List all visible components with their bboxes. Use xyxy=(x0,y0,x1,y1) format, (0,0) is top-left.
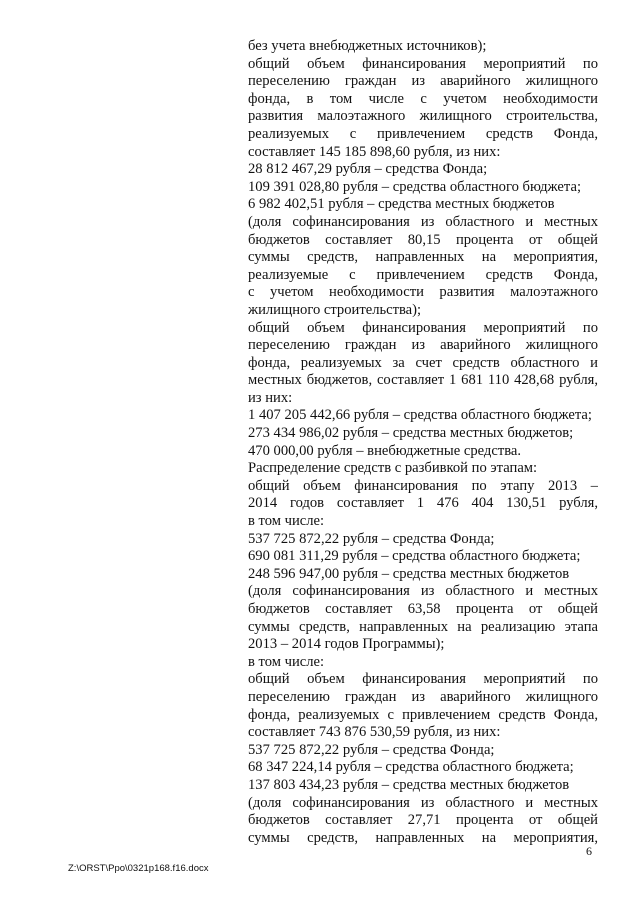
text-line: 248 596 947,00 рубля – средства местных бюджетов xyxy=(248,565,570,582)
text-line: 137 803 434,23 рубля – средства местных бюджетов xyxy=(248,776,570,793)
text-line: 109 391 028,80 рубля – средства областного бюджета; xyxy=(248,178,581,195)
text-line: 1 407 205 442,66 рубля – средства областного бюджета; xyxy=(248,407,592,424)
text-line: 28 812 467,29 рубля – средства Фонда; xyxy=(248,161,488,178)
text-line: фонда, в том числе с учетом необходимости xyxy=(248,90,598,107)
text-line: фонда, реализуемых с привлечением средств Фонда, xyxy=(248,706,598,723)
text-line: общий объем финансирования мероприятий по xyxy=(248,319,598,336)
text-line: реализуемые с привлечением средств Фонда, xyxy=(248,266,598,283)
text-line: 690 081 311,29 рубля – средства областного бюджета; xyxy=(248,548,581,565)
text-line: в том числе: xyxy=(248,653,325,670)
text-line: Распределение средств с разбивкой по этапам: xyxy=(248,460,538,477)
footer-file-path: Z:\ORST\Ppo\0321p168.f16.docx xyxy=(68,863,209,874)
text-line: составляет 145 185 898,60 рубля, из них: xyxy=(248,143,501,160)
text-line: общий объем финансирования мероприятий по xyxy=(248,55,598,72)
text-line: с учетом необходимости развития малоэтажного xyxy=(248,284,598,301)
text-line: местных бюджетов, составляет 1 681 110 428,68 рубля, xyxy=(248,372,598,389)
text-line: развития малоэтажного жилищного строительства, xyxy=(248,108,598,125)
text-line: (доля софинансирования из областного и местных xyxy=(248,583,598,600)
text-line: 273 434 986,02 рубля – средства местных бюджетов; xyxy=(248,425,574,442)
text-line: из них: xyxy=(248,389,293,406)
text-line: общий объем финансирования мероприятий по xyxy=(248,671,598,688)
text-line: 2014 годов составляет 1 476 404 130,51 рубля, xyxy=(248,495,598,512)
text-line: 6 982 402,51 рубля – средства местных бюджетов xyxy=(248,196,555,213)
text-line: (доля софинансирования из областного и местных xyxy=(248,213,598,230)
text-line: переселению граждан из аварийного жилищного xyxy=(248,337,598,354)
text-line: общий объем финансирования по этапу 2013 – xyxy=(248,477,598,494)
text-line: суммы средств, направленных на мероприятия, xyxy=(248,829,598,846)
page-number: 6 xyxy=(586,844,592,858)
text-line: переселению граждан из аварийного жилищного xyxy=(248,73,598,90)
document-body xyxy=(248,38,598,847)
text-line: без учета внебюджетных источников); xyxy=(248,38,487,54)
text-line: в том числе: xyxy=(248,513,325,530)
text-line: жилищного строительства); xyxy=(248,301,422,318)
text-line: бюджетов составляет 27,71 процента от общей xyxy=(248,812,598,829)
text-line: фонда, реализуемых за счет средств областного и xyxy=(248,354,598,371)
text-line: суммы средств, направленных на мероприятия, xyxy=(248,249,598,266)
text-line: реализуемых с привлечением средств Фонда, xyxy=(248,125,598,142)
text-line: 2013 – 2014 годов Программы); xyxy=(248,636,445,653)
text-line: суммы средств, направленных на реализацию этапа xyxy=(248,618,598,635)
text-line: 537 725 872,22 рубля – средства Фонда; xyxy=(248,530,495,547)
text-line: 68 347 224,14 рубля – средства областного бюджета; xyxy=(248,759,574,776)
text-line: (доля софинансирования из областного и местных xyxy=(248,794,598,811)
text-line: 537 725 872,22 рубля – средства Фонда; xyxy=(248,741,495,758)
text-line: переселению граждан из аварийного жилищного xyxy=(248,688,598,705)
text-line: бюджетов составляет 80,15 процента от общей xyxy=(248,231,598,248)
text-line: составляет 743 876 530,59 рубля, из них: xyxy=(248,724,501,741)
text-line: бюджетов составляет 63,58 процента от общей xyxy=(248,601,598,617)
text-line: 470 000,00 рубля – внебюджетные средства. xyxy=(248,442,522,459)
